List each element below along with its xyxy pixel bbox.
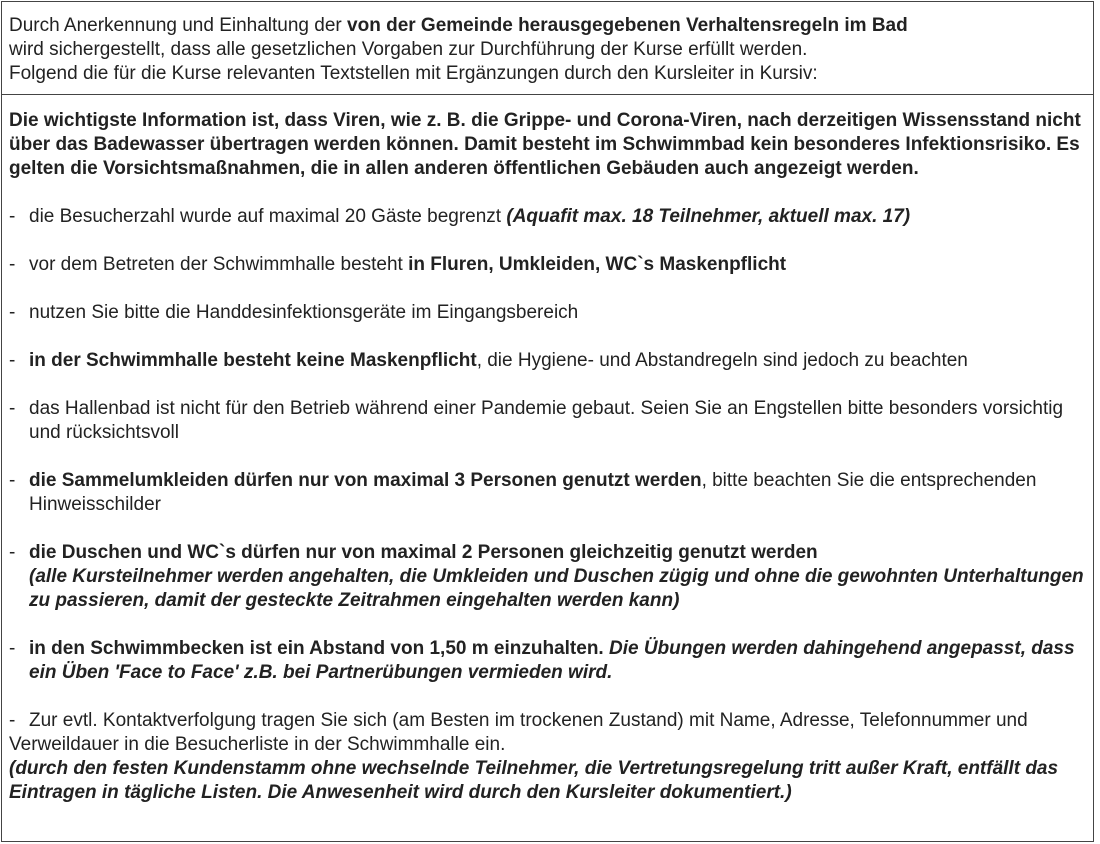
intro-line-1	[9, 14, 1086, 38]
dash-bullet: -	[9, 398, 16, 419]
list-item	[9, 349, 1086, 373]
document	[1, 1, 1094, 842]
intro-line-2: wird sichergestellt, dass alle gesetzlichen Vorgaben zur Durchführung der Kurse erfüllt werden.	[9, 39, 808, 60]
item-text: die Besucherzahl wurde auf maximal 20 Gäste begrenzt	[29, 206, 507, 227]
list-item	[9, 469, 1086, 517]
item-text: das Hallenbad ist nicht für den Betrieb während einer Pandemie gebaut. Seien Sie an Engstellen bitte besonders vorsichtig und rücksichtsvoll	[29, 398, 1064, 443]
intro-line-3: Folgend die für die Kurse relevanten Textstellen mit Ergänzungen durch den Kursleiter in Kursiv:	[9, 63, 818, 84]
dash-bullet: -	[9, 254, 16, 275]
item-text: vor dem Betreten der Schwimmhalle besteht	[29, 254, 409, 275]
item-italic-text: (alle Kursteilnehmer werden angehalten, die Umkleiden und Duschen zügig und ohne die gewohnten Unterhaltungen zu passieren, damit der gesteckte Zeitrahmen eingehalten werden kann)	[29, 566, 1084, 611]
item-text: , die Hygiene- und Abstandregeln sind jedoch zu beachten	[476, 350, 968, 371]
list-item	[9, 541, 1086, 613]
item-bold-text: in Fluren, Umkleiden, WC`s Maskenpflicht	[408, 254, 787, 275]
list-item	[9, 637, 1086, 685]
lead-paragraph: Die wichtigste Information ist, dass Viren, wie z. B. die Grippe- und Corona-Viren, nach derzeitigen Wissensstand nicht über das Badewasser übertragen werden können. Damit besteht im Schwimmbad kein besonderes Infektionsrisiko. Es gelten die Vorsichtsmaßnahmen, die in allen anderen öffentlichen Gebäuden auch angezeigt werden.	[9, 110, 1081, 179]
item-text: nutzen Sie bitte die Handdesinfektionsgeräte im Eingangsbereich	[29, 302, 579, 323]
item-bold-text: die Sammelumkleiden dürfen nur von maximal 3 Personen genutzt werden	[29, 470, 702, 491]
rules-section	[2, 95, 1093, 805]
item-italic-text: Die Übungen werden dahingehend angepasst, dass ein Üben 'Face to Face' z.B. bei Partnerübungen vermieden wird.	[29, 638, 1075, 683]
contact-tracing-paragraph	[9, 709, 1086, 805]
list-item	[9, 205, 1086, 229]
dash-bullet: -	[9, 710, 16, 731]
item-bold-text: die Duschen und WC`s dürfen nur von maximal 2 Personen gleichzeitig genutzt werden	[29, 542, 818, 563]
intro-text: Durch Anerkennung und Einhaltung der	[9, 15, 348, 36]
list-item	[9, 253, 1086, 277]
item-italic-text: (Aquafit max. 18 Teilnehmer, aktuell max. 17)	[506, 206, 911, 227]
item-bold-text: in der Schwimmhalle besteht keine Maskenpflicht	[29, 350, 477, 371]
intro-box	[2, 2, 1093, 95]
contact-tracing-italic-text: (durch den festen Kundenstamm ohne wechselnde Teilnehmer, die Vertretungsregelung tritt außer Kraft, entfällt das Eintragen in tägliche Listen. Die Anwesenheit wird durch den Kursleiter dokumentiert.)	[9, 758, 1059, 803]
intro-bold-text: von der Gemeinde herausgegebenen Verhaltensregeln im Bad	[347, 15, 908, 36]
list-item	[9, 301, 1086, 325]
contact-tracing-text: Zur evtl. Kontaktverfolgung tragen Sie sich (am Besten im trockenen Zustand) mit Name, Adresse, Telefonnummer und Verweildauer in die Besucherliste in der Schwimmhalle ein.	[9, 710, 1028, 755]
dash-bullet: -	[9, 206, 16, 227]
rules-list	[9, 205, 1086, 685]
item-text: , bitte beachten Sie die entsprechenden Hinweisschilder	[29, 470, 1037, 515]
dash-bullet: -	[9, 638, 16, 659]
dash-bullet: -	[9, 302, 16, 323]
dash-bullet: -	[9, 350, 16, 371]
item-bold-text: in den Schwimmbecken ist ein Abstand von 1,50 m einzuhalten.	[29, 638, 609, 659]
dash-bullet: -	[9, 542, 16, 563]
list-item	[9, 397, 1086, 445]
dash-bullet: -	[9, 470, 16, 491]
